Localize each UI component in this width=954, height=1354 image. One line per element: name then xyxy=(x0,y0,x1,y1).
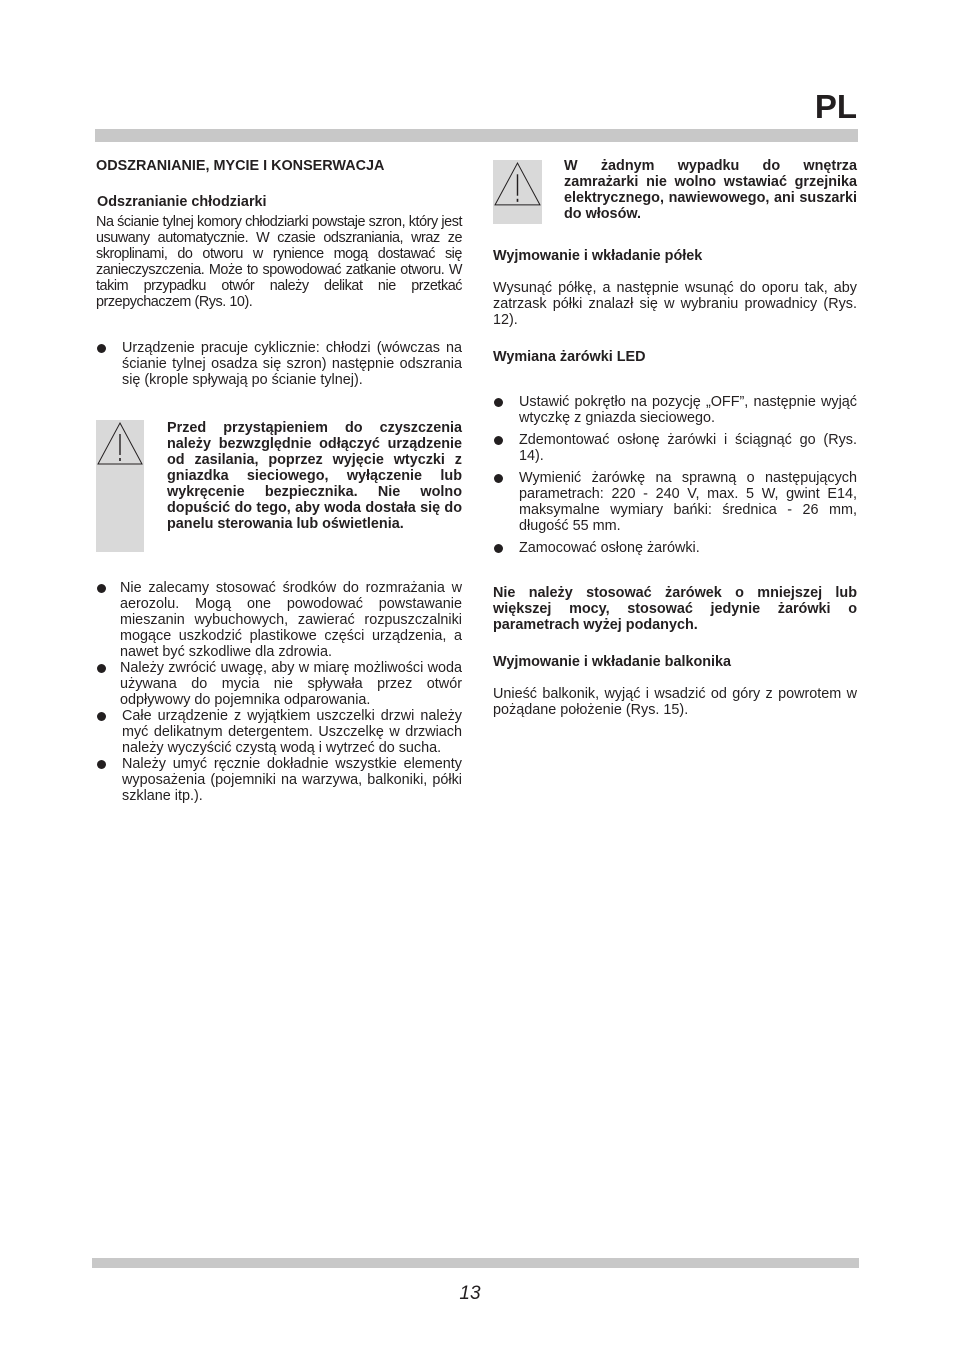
subsection-title-defrost: Odszranianie chłodziarki xyxy=(97,194,267,210)
bullet-text: Zdemontować osłonę żarówki i ściągnąć go (Rys. 14). xyxy=(519,432,857,464)
list-item xyxy=(96,708,462,756)
bullet-text: Zamocować osłonę żarówki. xyxy=(519,540,700,556)
warning-block-cleaning xyxy=(96,420,462,552)
bullet-icon xyxy=(97,664,106,673)
led-bullet-list xyxy=(493,394,857,556)
led-title: Wymiana żarówki LED xyxy=(493,349,646,365)
shelves-title: Wyjmowanie i wkładanie półek xyxy=(493,248,703,264)
bullet-text: Należy umyć ręcznie dokładnie wszystkie elementy wyposażenia (pojemniki na warzywa, balkoniki, półki szklane itp.). xyxy=(122,756,462,804)
bullet-text: Urządzenie pracuje cyklicznie: chłodzi (wówczas na ścianie tylnej osadza się szron) następnie odszrania się (krople spływają po ścianie tylnej). xyxy=(122,340,462,388)
warning-text-freezer: W żadnym wypadku do wnętrza zamrażarki nie wolno wstawiać grzejnika elektrycznego, nawiewowego, ani suszarki do włosów. xyxy=(564,158,857,222)
bullet-icon xyxy=(97,712,106,721)
bullet-text: Wymienić żarówkę na sprawną o następujących parametrach: 220 - 240 V, max. 5 W, gwint E14, maksymalne wymiary bańki: średnica - 26 mm, długość 55 mm. xyxy=(519,470,857,534)
shelves-paragraph: Wysunąć półkę, a następnie wsunąć do oporu tak, aby zatrzask półki znalazł się w wybraniu prowadnicy (Rys. 12). xyxy=(493,280,857,328)
cycle-bullet-list xyxy=(96,340,462,388)
bullet-text: Ustawić pokrętło na pozycję „OFF”, następnie wyjąć wtyczkę z gniazda sieciowego. xyxy=(519,394,857,426)
bullet-icon xyxy=(494,474,503,483)
list-item xyxy=(96,340,462,388)
bulb-power-note: Nie należy stosować żarówek o mniejszej lub większej mocy, stosować jedynie żarówki o parametrach wyżej podanych. xyxy=(493,585,857,633)
bullet-text: Całe urządzenie z wyjątkiem uszczelki drzwi należy myć delikatnym detergentem. Uszczelkę w drzwiach należy wyczyścić czystą wodą i wytrzeć do sucha. xyxy=(122,708,462,756)
warning-box xyxy=(96,420,144,552)
defrost-paragraph: Na ścianie tylnej komory chłodziarki powstaje szron, który jest usuwany automatycznie. W czasie odszraniania, wraz ze skroplinami, do otworu w rynience mogą dostawać się zanieczyszczenia. Może to spowodować zatkanie otworu. W takim przypadku otwór należy delikat nie przetkać przepychaczem (Rys. 10). xyxy=(96,214,462,310)
warning-triangle-icon xyxy=(96,420,144,468)
balcony-title: Wyjmowanie i wkładanie balkonika xyxy=(493,654,732,670)
bullet-icon xyxy=(97,344,106,353)
list-item xyxy=(493,432,857,464)
bullet-icon xyxy=(494,398,503,407)
section-title: ODSZRANIANIE, MYCIE I KONSERWACJA xyxy=(96,158,385,174)
balcony-paragraph: Unieść balkonik, wyjąć i wsadzić od góry z powrotem w pożądane położenie (Rys. 15). xyxy=(493,686,857,718)
left-column xyxy=(96,158,462,804)
bullet-icon xyxy=(494,436,503,445)
list-item xyxy=(96,580,462,660)
list-item xyxy=(493,470,857,534)
warning-block-freezer xyxy=(493,158,857,228)
warning-text-cleaning: Przed przystąpieniem do czyszczenia należy bezwzględnie odłączyć urządzenie od zasilania, poprzez wyjęcie wtyczki z gniazdka sieciowego, wyłączenie lub wykręcenie bezpiecznika. Nie wolno dopuścić do tego, aby woda dostała się do panelu sterowania lub oświetlenia. xyxy=(167,420,462,532)
list-item xyxy=(493,540,857,556)
header-bar xyxy=(95,129,858,142)
page-number: 13 xyxy=(459,1283,481,1304)
bullet-icon xyxy=(494,544,503,553)
warning-box xyxy=(493,160,542,224)
cleaning-bullet-list xyxy=(96,580,462,804)
right-column xyxy=(493,158,857,718)
bullet-icon xyxy=(97,584,106,593)
language-code: PL xyxy=(814,88,857,125)
list-item xyxy=(493,394,857,426)
footer-bar xyxy=(92,1258,859,1268)
bullet-text: Nie zalecamy stosować środków do rozmrażania w aerozolu. Mogą one powodować powstawanie mieszanin wybuchowych, zawierać rozpuszczalniki mogące uszkodzić plastikowe części urządzenia, a nawet być szkodliwe dla zdrowia. xyxy=(120,580,462,660)
bullet-text: Należy zwrócić uwagę, aby w miarę możliwości woda używana do mycia nie spływała przez otwór odpływowy do pojemnika odparowania. xyxy=(120,660,462,708)
list-item xyxy=(96,756,462,804)
bullet-icon xyxy=(97,760,106,769)
list-item xyxy=(96,660,462,708)
warning-triangle-icon xyxy=(493,160,542,209)
